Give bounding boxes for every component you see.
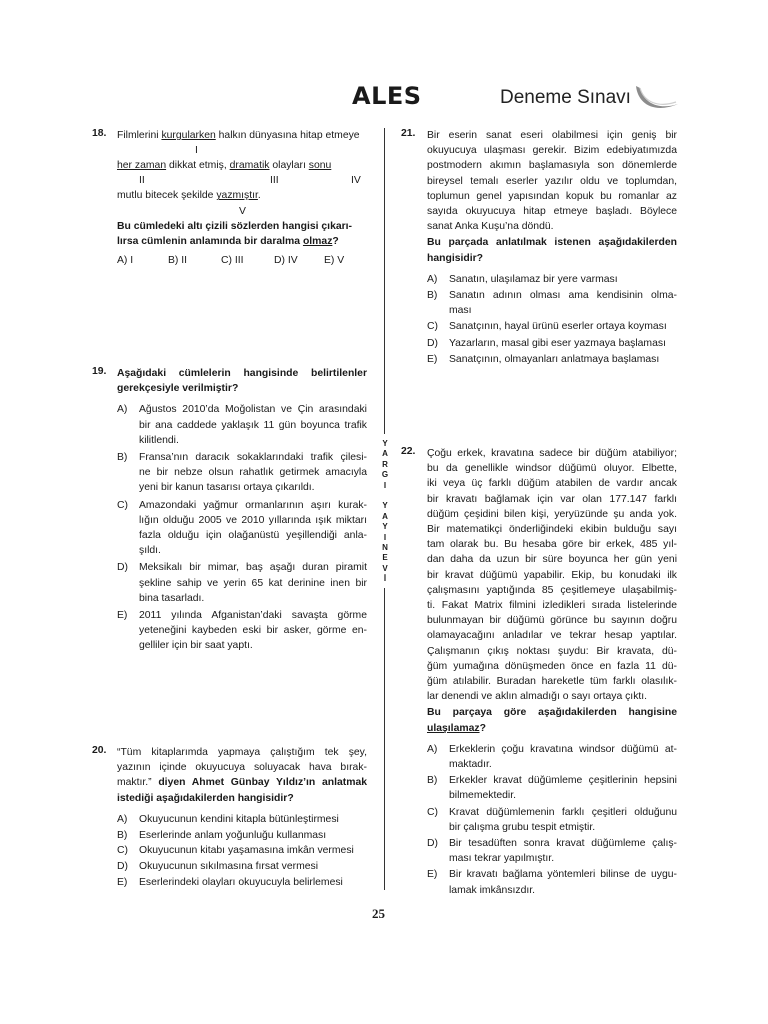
publisher-vertical-label (380, 439, 390, 584)
publisher-letter: I (383, 532, 387, 542)
q18-option-c[interactable]: C) III (221, 255, 244, 267)
q20-stem-2: yazının içinde okuyucuya soluyacak hava bırak- (117, 762, 367, 774)
q22-option-c[interactable] (427, 805, 677, 835)
q22-passage (427, 446, 677, 704)
q21-option-c[interactable] (427, 319, 677, 334)
passage-line: Bir eserin sanat eseri olabilmesi için geniş bir (427, 130, 677, 141)
q20-option-d[interactable] (117, 859, 367, 874)
publisher-letter: Y (382, 439, 388, 448)
q22-option-a[interactable] (427, 742, 677, 772)
question-20 (117, 745, 367, 890)
underlined-word-4: sonu (308, 160, 332, 172)
passage-line: Çoğu erkek, kravatına sadece bir düğüm atabiliyor; (427, 448, 677, 459)
question-18-number: 18. (92, 128, 107, 139)
option-text: Eserlerindeki olayları okuyucuyla belirlemesi (139, 876, 343, 888)
passage-line: ti. Fakat Matrix filmini izledikleri sırada listelerinde (427, 600, 677, 612)
q18-option-d[interactable]: D) IV (274, 255, 298, 267)
q20-stem-4: istediği aşağıdakilerden hangisidir? (117, 792, 294, 804)
publisher-letter: G (381, 470, 389, 480)
q19-stem-1: Aşağıdaki cümlelerin hangisinde belirtilenler (117, 368, 367, 379)
option-letter: D) (427, 838, 438, 850)
q19-option-b[interactable] (117, 450, 367, 496)
question-19 (117, 366, 367, 656)
q18-roman-row-2: II III IV (139, 175, 361, 187)
option-letter: A) (117, 404, 128, 416)
passage-line: iki veya üç farklı düğüm atabilen de vardır ancak (427, 478, 677, 490)
option-letter: B) (427, 290, 438, 302)
passage-line: postmodern akımın başlamasıyla son dönemlerde (427, 160, 677, 172)
q22-option-d[interactable] (427, 836, 677, 866)
option-text-line: Fransa’nın daracık sokaklarındaki trafik çilesi- (139, 452, 367, 464)
option-letter: B) (427, 775, 438, 787)
underlined-word-1: kurgularken (161, 130, 216, 141)
option-text-line: yeteneğini kaybeden eski bir asker, görme en- (139, 625, 367, 637)
q21-option-b[interactable] (427, 288, 677, 318)
q22-stem-2: ulaşılamaz? (427, 722, 486, 734)
option-letter: D) (117, 562, 128, 574)
option-text-line: şekline sahip ve yerin 65 kat derinine inen bir (139, 577, 367, 589)
q21-passage (427, 128, 677, 234)
q21-stem-2: hangisidir? (427, 252, 483, 264)
q20-stem-1: “Tüm kitaplarımda yapmaya çalıştığım tek şey, (117, 747, 367, 758)
passage-line: düğüm çeşidini bilen kişi, yeryüzünde şu anda yok. (427, 508, 677, 520)
q21-option-d[interactable] (427, 336, 677, 351)
publisher-letter: N (382, 542, 388, 552)
passage-line: olamayacağını anladılar ve tekrar hesap yaptılar. (427, 630, 677, 642)
option-text-line: Sanatın, ulaşılamaz bir yere varması (449, 273, 618, 285)
option-letter: A) (117, 813, 128, 825)
column-divider-bottom (384, 588, 385, 890)
q18-roman-row-3: V (239, 205, 246, 217)
passage-line: toplumun genel yapısından kopuk bu romanlar az (427, 190, 677, 202)
q21-stem-1: Bu parçada anlatılmak istenen aşağıdakilerden (427, 237, 677, 249)
option-text-line: Sanatın adının olması ama kendisinin olma- (449, 290, 677, 302)
option-letter: E) (427, 869, 438, 881)
q18-line-3: mutlu bitecek şekilde yazmıştır. (117, 190, 261, 202)
q18-stem-2: lırsa cümlenin anlamında bir daralma olmaz? (117, 235, 339, 247)
q21-options (427, 272, 677, 367)
option-text: Okuyucunun kitabı yaşamasına imkân vermesi (139, 845, 354, 857)
question-18 (117, 128, 367, 268)
q20-option-c[interactable] (117, 843, 367, 858)
q20-option-a[interactable] (117, 812, 367, 827)
option-text-line: Amazondaki yağmur ormanlarının aşırı kurak- (139, 499, 367, 511)
passage-line: Bir matematikçi önderliğindeki ekibin bulduğu sayı (427, 524, 677, 536)
q21-option-e[interactable] (427, 352, 677, 367)
underlined-word-3: dramatik (229, 160, 270, 172)
q18-option-a[interactable]: A) I (117, 255, 134, 267)
option-text-line: Ağustos 2010’da Moğolistan ve Çin arasındaki (139, 404, 367, 416)
option-letter: D) (117, 860, 128, 872)
option-text-line: Meksikalı bir mimar, baş aşağı duran piramit (139, 562, 367, 574)
option-letter: D) (427, 337, 438, 349)
question-19-number: 19. (92, 366, 107, 377)
option-text-line: şıldı. (139, 545, 161, 557)
option-text-line: yeni bir kanun tasarısı ortaya çıkarıldı. (139, 482, 315, 494)
exam-title: ALES (352, 82, 422, 110)
underlined-word-2: her zaman (117, 160, 167, 172)
option-text-line: kilitlendi. (139, 434, 179, 446)
passage-line: dan daha da uzun bir süre boyunca her gün yeni (427, 554, 677, 566)
question-21 (427, 128, 677, 368)
option-text-line: bina tasarladı. (139, 592, 205, 604)
publisher-letter: E (382, 553, 388, 563)
option-text-line: Kravat düğümlemenin farklı çeşitleri olduğunu (449, 806, 677, 818)
q22-option-b[interactable] (427, 773, 677, 803)
q19-option-c[interactable] (117, 498, 367, 559)
option-letter: E) (117, 610, 128, 622)
publisher-letter: İ (383, 574, 387, 584)
exam-subtitle: Deneme Sınavı (500, 87, 631, 108)
option-text-line: Erkekler kravat düğümleme çeşitlerinin hepsini (449, 775, 677, 787)
option-letter: C) (117, 499, 128, 511)
publisher-letter: Y (382, 522, 388, 532)
q18-stem-1: Bu cümledeki altı çizili sözlerden hangisi çıkarı- (117, 220, 353, 232)
q18-option-e[interactable]: E) V (324, 255, 345, 267)
q18-line-1: Filmlerini kurgularken halkın dünyasına hitap etmeye (117, 130, 360, 141)
question-20-number: 20. (92, 745, 107, 756)
passage-line: ğüm atılabilir. Buradan hareketle tüm farklı olasılık- (427, 676, 677, 688)
q20-option-e[interactable] (117, 875, 367, 890)
page-number: 25 (372, 906, 385, 921)
publisher-letter: I (383, 480, 387, 490)
option-text-line: bir ana caddede yaklaşık 11 gün boyunca trafik (139, 419, 367, 431)
passage-line: bu da genellikle windsor düğümü oluyor. Elbette, (427, 463, 677, 475)
q18-options (117, 253, 367, 268)
option-letter: C) (117, 845, 128, 857)
passage-line: bulunmayan bir düğümü görünce bu sayının doğru (427, 615, 677, 627)
option-text-line: ne bir nebze olsun rahatlık getirmek amacıyla (139, 467, 367, 479)
option-text-line: bir çalışma grubu tespit etmiştir. (449, 821, 596, 833)
q18-option-b[interactable]: B) II (168, 255, 188, 267)
option-text: Eserlerinde anlam yoğunluğu kullanması (139, 829, 327, 841)
option-text-line: 2011 yılında Afganistan’daki savaşta görme (139, 610, 367, 622)
option-text-line: lığın olduğu 2005 ve 2010 yıllarında ışık miktarı (139, 514, 367, 526)
q21-option-a[interactable] (427, 272, 677, 287)
option-text-line: gelliler için bir saat yaptı. (139, 640, 253, 652)
option-text-line: Sanatçının, olmayanları anlatmaya başlaması (449, 353, 660, 365)
publisher-letter: Y (382, 501, 388, 511)
q20-options (117, 812, 367, 890)
option-letter: C) (427, 806, 438, 818)
publisher-letter (380, 491, 390, 501)
q22-option-e[interactable] (427, 867, 677, 897)
passage-line: bir kravat düğümü yapabilir. Ekip, bu konudaki ilk (427, 569, 677, 581)
passage-line: bir kravatı bağlamak için var olan 177.147 farklı (427, 493, 677, 505)
option-text-line: Bir kravatı bağlama yöntemleri bilinse de uygu- (449, 869, 677, 881)
option-text-line: Erkeklerin çoğu kravatına windsor düğümü at- (449, 743, 677, 755)
option-letter: B) (117, 829, 128, 841)
option-text-line: fazla olduğu için olağanüstü yeşillendiği anla- (139, 530, 367, 542)
q22-options (427, 742, 677, 898)
option-text-line: Yazarların, masal gibi eser yazmaya başlaması (449, 337, 666, 349)
publisher-letter: V (382, 563, 388, 573)
q19-options (117, 402, 367, 653)
publisher-letter: A (382, 511, 388, 521)
option-text-line: ması tekrar yapılmıştır. (449, 853, 555, 865)
passage-line: Çalışmanın çıkış noktası şuydu: Bir kravata, dü- (427, 645, 677, 657)
passage-line: okuyucuya ulaşması gerekir. Bizim edebiyatımızda (427, 145, 677, 157)
option-text-line: Sanatçının, hayal ürünü eserler ortaya koyması (449, 321, 667, 333)
option-text: Okuyucunun sıkılmasına fırsat vermesi (139, 860, 319, 872)
underlined-word-5: yazmıştır (216, 190, 258, 202)
publisher-swoosh-logo (634, 80, 680, 116)
question-22-number: 22. (401, 446, 416, 457)
passage-line: çalışmasını yaptığında 85 çeşitlemeye ulaşabilmiş- (427, 584, 677, 596)
passage-line: lar denendi ve aklın almadığı o sayı ortaya çıktı. (427, 691, 648, 703)
q18-line-2: her zaman dikkat etmiş, dramatik olayları sonu (117, 160, 332, 172)
q19-stem-2: gerekçesiyle verilmiştir? (117, 383, 239, 395)
passage-line: tam olarak bu. Bu hesaba göre bir erkek, 485 yıl- (427, 539, 677, 551)
q20-stem-3: maktır.” diyen Ahmet Günbay Yıldız’ın anlatmak (117, 777, 367, 789)
column-divider-top (384, 128, 385, 434)
q18-roman-row-1: I (195, 145, 198, 157)
option-letter: E) (117, 876, 128, 888)
option-text: Okuyucunun kendini kitapla bütünleştirmesi (139, 813, 339, 825)
option-letter: B) (117, 452, 128, 464)
q19-option-d[interactable] (117, 560, 367, 606)
q19-option-a[interactable] (117, 402, 367, 448)
option-letter: A) (427, 273, 438, 285)
option-text-line: maktadır. (449, 759, 492, 771)
q19-option-e[interactable] (117, 608, 367, 654)
option-letter: C) (427, 321, 438, 333)
publisher-letter: R (382, 459, 388, 469)
passage-line: bireysel temalı eserler yazılır oldu ve toplumdan, (427, 175, 677, 187)
option-letter: A) (427, 743, 438, 755)
option-text-line: ması (449, 305, 472, 317)
option-text-line: lamak imkânsızdır. (449, 884, 536, 896)
q22-stem-1: Bu parçaya göre aşağıdakilerden hangisine (427, 707, 677, 719)
passage-line: sayıda okuyucuya hitap etmeye başladı. Böylece (427, 206, 677, 218)
passage-line: sanat Anka Kuşu’na döndü. (427, 221, 554, 233)
q20-option-b[interactable] (117, 828, 367, 843)
passage-line: ğüm yumağına dönüşmeden önce en fazla 11 dü- (427, 660, 677, 672)
option-text-line: Bir tesadüften sonra kravat düğümleme çalış- (449, 838, 677, 850)
publisher-letter: A (382, 449, 388, 459)
option-letter: E) (427, 353, 438, 365)
question-22 (427, 446, 677, 899)
option-text-line: bilmemektedir. (449, 790, 516, 802)
question-21-number: 21. (401, 128, 416, 139)
